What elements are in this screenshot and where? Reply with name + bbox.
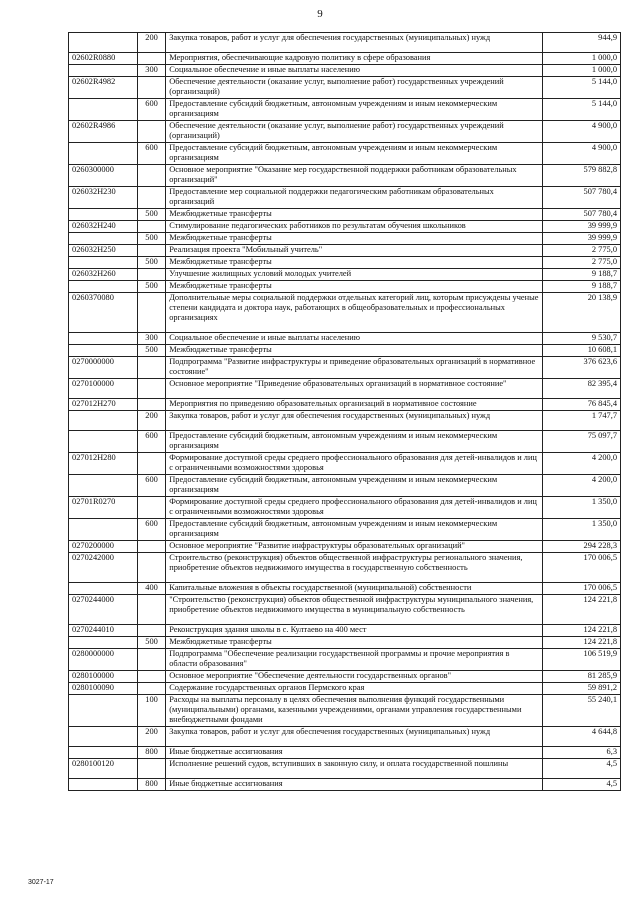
row-amount: 59 891,2 bbox=[542, 683, 620, 695]
budget-table-body bbox=[69, 33, 621, 791]
row-name: Формирование доступной среды среднего профессионального образования для детей-инвалидов и лиц с ограниченными возможностями здоровья bbox=[166, 453, 543, 475]
row-code bbox=[69, 65, 138, 77]
row-name: Реконструкция здания школы в с. Култаево на 400 мест bbox=[166, 625, 543, 637]
row-code bbox=[69, 727, 138, 747]
row-code bbox=[69, 583, 138, 595]
row-code: 0270200000 bbox=[69, 541, 138, 553]
row-expense-type bbox=[137, 269, 165, 281]
row-amount: 4 200,0 bbox=[542, 475, 620, 497]
row-name: Социальное обеспечение и иные выплаты населению bbox=[166, 65, 543, 77]
row-amount: 10 608,1 bbox=[542, 345, 620, 357]
row-code bbox=[69, 345, 138, 357]
document-code: 3027-17 bbox=[28, 879, 54, 886]
row-name: Содержание государственных органов Пермского края bbox=[166, 683, 543, 695]
row-amount: 4 900,0 bbox=[542, 121, 620, 143]
row-expense-type bbox=[137, 671, 165, 683]
row-name: Основное мероприятие "Оказание мер государственной поддержки работникам образовательных организаций" bbox=[166, 165, 543, 187]
table-row bbox=[69, 143, 621, 165]
table-row bbox=[69, 221, 621, 233]
row-name: Формирование доступной среды среднего профессионального образования для детей-инвалидов и лиц с ограниченными возможностями здоровья bbox=[166, 497, 543, 519]
row-expense-type bbox=[137, 379, 165, 399]
table-row bbox=[69, 77, 621, 99]
row-expense-type bbox=[137, 53, 165, 65]
table-row bbox=[69, 727, 621, 747]
table-row bbox=[69, 187, 621, 209]
row-name: Предоставление мер социальной поддержки педагогическим работникам образовательных организаций bbox=[166, 187, 543, 209]
row-name: Расходы на выплаты персоналу в целях обеспечения выполнения функций государственными (муниципальными) органами, казенными учреждениями, органами управления государственными внебюджетными фондами bbox=[166, 695, 543, 727]
row-name: Закупка товаров, работ и услуг для обеспечения государственных (муниципальных) нужд bbox=[166, 727, 543, 747]
row-code bbox=[69, 411, 138, 431]
row-name: Основное мероприятие "Приведение образовательных организаций в нормативное состояние" bbox=[166, 379, 543, 399]
row-code bbox=[69, 257, 138, 269]
row-name: Обеспечение деятельности (оказание услуг, выполнение работ) государственных учреждений (организаций) bbox=[166, 121, 543, 143]
row-expense-type bbox=[137, 453, 165, 475]
table-row bbox=[69, 453, 621, 475]
row-name: Стимулирование педагогических работников по результатам обучения школьников bbox=[166, 221, 543, 233]
row-expense-type bbox=[137, 541, 165, 553]
row-amount: 75 097,7 bbox=[542, 431, 620, 453]
table-row bbox=[69, 333, 621, 345]
row-code bbox=[69, 695, 138, 727]
table-row bbox=[69, 683, 621, 695]
row-name: Мероприятия, обеспечивающие кадровую политику в сфере образования bbox=[166, 53, 543, 65]
row-code: 0280000000 bbox=[69, 649, 138, 671]
row-expense-type: 500 bbox=[137, 257, 165, 269]
page-number: 9 bbox=[317, 8, 323, 20]
row-name: Закупка товаров, работ и услуг для обеспечения государственных (муниципальных) нужд bbox=[166, 411, 543, 431]
row-expense-type bbox=[137, 221, 165, 233]
row-name: "Строительство (реконструкция) объектов общественной инфраструктуры муниципального значения, приобретение объектов недвижимого имущества в муниципальную собственность bbox=[166, 595, 543, 625]
row-amount: 579 882,8 bbox=[542, 165, 620, 187]
row-code bbox=[69, 637, 138, 649]
table-row bbox=[69, 399, 621, 411]
row-expense-type bbox=[137, 625, 165, 637]
row-expense-type bbox=[137, 357, 165, 379]
row-code: 0280100090 bbox=[69, 683, 138, 695]
row-code bbox=[69, 209, 138, 221]
table-row bbox=[69, 53, 621, 65]
row-expense-type: 500 bbox=[137, 345, 165, 357]
row-code bbox=[69, 233, 138, 245]
row-name: Межбюджетные трансферты bbox=[166, 345, 543, 357]
row-amount: 20 138,9 bbox=[542, 293, 620, 333]
table-row bbox=[69, 281, 621, 293]
row-code bbox=[69, 333, 138, 345]
row-code: 026032Н230 bbox=[69, 187, 138, 209]
row-expense-type: 500 bbox=[137, 233, 165, 245]
row-amount: 6,3 bbox=[542, 747, 620, 759]
row-expense-type bbox=[137, 759, 165, 779]
row-amount: 1 000,0 bbox=[542, 65, 620, 77]
row-amount: 124 221,8 bbox=[542, 625, 620, 637]
row-name: Мероприятия по приведению образовательных организаций в нормативное состояние bbox=[166, 399, 543, 411]
row-code: 027012Н280 bbox=[69, 453, 138, 475]
row-expense-type bbox=[137, 553, 165, 583]
row-code bbox=[69, 33, 138, 53]
row-name: Обеспечение деятельности (оказание услуг, выполнение работ) государственных учреждений (организаций) bbox=[166, 77, 543, 99]
row-code: 02602R4986 bbox=[69, 121, 138, 143]
row-expense-type: 500 bbox=[137, 281, 165, 293]
row-name: Предоставление субсидий бюджетным, автономным учреждениям и иным некоммерческим организациям bbox=[166, 431, 543, 453]
row-expense-type: 300 bbox=[137, 333, 165, 345]
row-expense-type bbox=[137, 649, 165, 671]
row-amount: 376 623,6 bbox=[542, 357, 620, 379]
row-code: 0270244010 bbox=[69, 625, 138, 637]
table-row bbox=[69, 779, 621, 791]
row-code: 02602R0880 bbox=[69, 53, 138, 65]
row-amount: 124 221,8 bbox=[542, 637, 620, 649]
row-name: Реализация проекта "Мобильный учитель" bbox=[166, 245, 543, 257]
row-name: Предоставление субсидий бюджетным, автономным учреждениям и иным некоммерческим организациям bbox=[166, 143, 543, 165]
row-code: 0270000000 bbox=[69, 357, 138, 379]
row-amount: 170 006,5 bbox=[542, 583, 620, 595]
row-amount: 2 775,0 bbox=[542, 257, 620, 269]
row-expense-type: 600 bbox=[137, 431, 165, 453]
row-amount: 1 000,0 bbox=[542, 53, 620, 65]
row-amount: 4,5 bbox=[542, 759, 620, 779]
row-amount: 170 006,5 bbox=[542, 553, 620, 583]
row-code bbox=[69, 747, 138, 759]
row-expense-type: 500 bbox=[137, 209, 165, 221]
row-expense-type: 300 bbox=[137, 65, 165, 77]
row-name: Межбюджетные трансферты bbox=[166, 233, 543, 245]
row-name: Предоставление субсидий бюджетным, автономным учреждениям и иным некоммерческим организациям bbox=[166, 99, 543, 121]
table-row bbox=[69, 475, 621, 497]
row-expense-type: 200 bbox=[137, 33, 165, 53]
row-amount: 76 845,4 bbox=[542, 399, 620, 411]
table-row bbox=[69, 583, 621, 595]
table-row bbox=[69, 649, 621, 671]
row-name: Подпрограмма "Обеспечение реализации государственной программы и прочие мероприятия в области образования" bbox=[166, 649, 543, 671]
row-name: Основное мероприятие "Развитие инфраструктуры образовательных организаций" bbox=[166, 541, 543, 553]
row-code: 0260370080 bbox=[69, 293, 138, 333]
row-expense-type bbox=[137, 77, 165, 99]
row-code: 026032Н260 bbox=[69, 269, 138, 281]
table-row bbox=[69, 245, 621, 257]
table-row bbox=[69, 293, 621, 333]
row-expense-type: 100 bbox=[137, 695, 165, 727]
table-row bbox=[69, 165, 621, 187]
row-code bbox=[69, 143, 138, 165]
row-amount: 39 999,9 bbox=[542, 221, 620, 233]
row-code: 027012Н270 bbox=[69, 399, 138, 411]
table-row bbox=[69, 497, 621, 519]
row-expense-type: 400 bbox=[137, 583, 165, 595]
row-expense-type bbox=[137, 165, 165, 187]
row-expense-type: 200 bbox=[137, 727, 165, 747]
row-expense-type bbox=[137, 121, 165, 143]
row-amount: 294 228,3 bbox=[542, 541, 620, 553]
table-row bbox=[69, 519, 621, 541]
row-name: Иные бюджетные ассигнования bbox=[166, 747, 543, 759]
row-code: 026032Н250 bbox=[69, 245, 138, 257]
row-amount: 4 644,8 bbox=[542, 727, 620, 747]
row-name: Предоставление субсидий бюджетным, автономным учреждениям и иным некоммерческим организациям bbox=[166, 519, 543, 541]
table-row bbox=[69, 121, 621, 143]
row-amount: 5 144,0 bbox=[542, 77, 620, 99]
row-expense-type: 800 bbox=[137, 779, 165, 791]
row-amount: 1 350,0 bbox=[542, 519, 620, 541]
row-code: 0270242000 bbox=[69, 553, 138, 583]
row-name: Межбюджетные трансферты bbox=[166, 637, 543, 649]
row-expense-type: 600 bbox=[137, 475, 165, 497]
row-code bbox=[69, 519, 138, 541]
row-name: Дополнительные меры социальной поддержки отдельных категорий лиц, которым присуждены ученые степени кандидата и доктора наук, работающих в общеобразовательных и профессиональных организациях bbox=[166, 293, 543, 333]
table-row bbox=[69, 747, 621, 759]
row-expense-type bbox=[137, 187, 165, 209]
row-amount: 81 285,9 bbox=[542, 671, 620, 683]
table-row bbox=[69, 257, 621, 269]
row-amount: 9 188,7 bbox=[542, 269, 620, 281]
row-expense-type: 600 bbox=[137, 143, 165, 165]
row-name: Закупка товаров, работ и услуг для обеспечения государственных (муниципальных) нужд bbox=[166, 33, 543, 53]
table-row bbox=[69, 671, 621, 683]
row-name: Строительство (реконструкция) объектов общественной инфраструктуры регионального значения, приобретение объектов недвижимого имущества в государственную собственность bbox=[166, 553, 543, 583]
table-row bbox=[69, 269, 621, 281]
table-row bbox=[69, 759, 621, 779]
table-row bbox=[69, 431, 621, 453]
row-code bbox=[69, 779, 138, 791]
row-amount: 9 530,7 bbox=[542, 333, 620, 345]
row-code: 026032Н240 bbox=[69, 221, 138, 233]
row-code bbox=[69, 475, 138, 497]
table-row bbox=[69, 33, 621, 53]
table-row bbox=[69, 233, 621, 245]
table-row bbox=[69, 541, 621, 553]
row-amount: 507 780,4 bbox=[542, 187, 620, 209]
row-code: 0270100000 bbox=[69, 379, 138, 399]
row-expense-type: 600 bbox=[137, 519, 165, 541]
table-row bbox=[69, 695, 621, 727]
row-amount: 4 200,0 bbox=[542, 453, 620, 475]
row-code: 0280100000 bbox=[69, 671, 138, 683]
table-row bbox=[69, 379, 621, 399]
row-expense-type: 800 bbox=[137, 747, 165, 759]
row-name: Межбюджетные трансферты bbox=[166, 209, 543, 221]
table-row bbox=[69, 595, 621, 625]
row-code: 0260300000 bbox=[69, 165, 138, 187]
row-name: Капитальные вложения в объекты государственной (муниципальной) собственности bbox=[166, 583, 543, 595]
table-row bbox=[69, 625, 621, 637]
row-amount: 4,5 bbox=[542, 779, 620, 791]
row-amount: 55 240,1 bbox=[542, 695, 620, 727]
row-name: Подпрограмма "Развитие инфраструктуры и приведение образовательных организаций в нормативное состояние" bbox=[166, 357, 543, 379]
row-code bbox=[69, 281, 138, 293]
row-expense-type bbox=[137, 497, 165, 519]
row-amount: 9 188,7 bbox=[542, 281, 620, 293]
table-row bbox=[69, 99, 621, 121]
row-name: Улучшение жилищных условий молодых учителей bbox=[166, 269, 543, 281]
row-expense-type bbox=[137, 399, 165, 411]
budget-table bbox=[68, 32, 621, 791]
row-name: Межбюджетные трансферты bbox=[166, 281, 543, 293]
row-code bbox=[69, 99, 138, 121]
row-amount: 4 900,0 bbox=[542, 143, 620, 165]
row-code: 02602R4982 bbox=[69, 77, 138, 99]
row-amount: 2 775,0 bbox=[542, 245, 620, 257]
row-amount: 82 395,4 bbox=[542, 379, 620, 399]
table-row bbox=[69, 65, 621, 77]
row-expense-type: 600 bbox=[137, 99, 165, 121]
row-name: Иные бюджетные ассигнования bbox=[166, 779, 543, 791]
row-amount: 124 221,8 bbox=[542, 595, 620, 625]
table-row bbox=[69, 411, 621, 431]
row-amount: 1 747,7 bbox=[542, 411, 620, 431]
row-expense-type bbox=[137, 245, 165, 257]
row-amount: 944,9 bbox=[542, 33, 620, 53]
row-name: Исполнение решений судов, вступивших в законную силу, и оплата государственной пошлины bbox=[166, 759, 543, 779]
row-expense-type: 500 bbox=[137, 637, 165, 649]
table-row bbox=[69, 553, 621, 583]
table-row bbox=[69, 637, 621, 649]
row-name: Социальное обеспечение и иные выплаты населению bbox=[166, 333, 543, 345]
row-amount: 39 999,9 bbox=[542, 233, 620, 245]
row-expense-type bbox=[137, 683, 165, 695]
row-code: 0270244000 bbox=[69, 595, 138, 625]
row-expense-type bbox=[137, 595, 165, 625]
row-expense-type: 200 bbox=[137, 411, 165, 431]
row-expense-type bbox=[137, 293, 165, 333]
row-name: Предоставление субсидий бюджетным, автономным учреждениям и иным некоммерческим организациям bbox=[166, 475, 543, 497]
row-amount: 1 350,0 bbox=[542, 497, 620, 519]
row-amount: 106 519,9 bbox=[542, 649, 620, 671]
table-row bbox=[69, 209, 621, 221]
row-amount: 5 144,0 bbox=[542, 99, 620, 121]
table-row bbox=[69, 345, 621, 357]
row-code: 0280100120 bbox=[69, 759, 138, 779]
row-name: Межбюджетные трансферты bbox=[166, 257, 543, 269]
row-name: Основное мероприятие "Обеспечение деятельности государственных органов" bbox=[166, 671, 543, 683]
row-code: 02701R0270 bbox=[69, 497, 138, 519]
row-code bbox=[69, 431, 138, 453]
row-amount: 507 780,4 bbox=[542, 209, 620, 221]
table-row bbox=[69, 357, 621, 379]
